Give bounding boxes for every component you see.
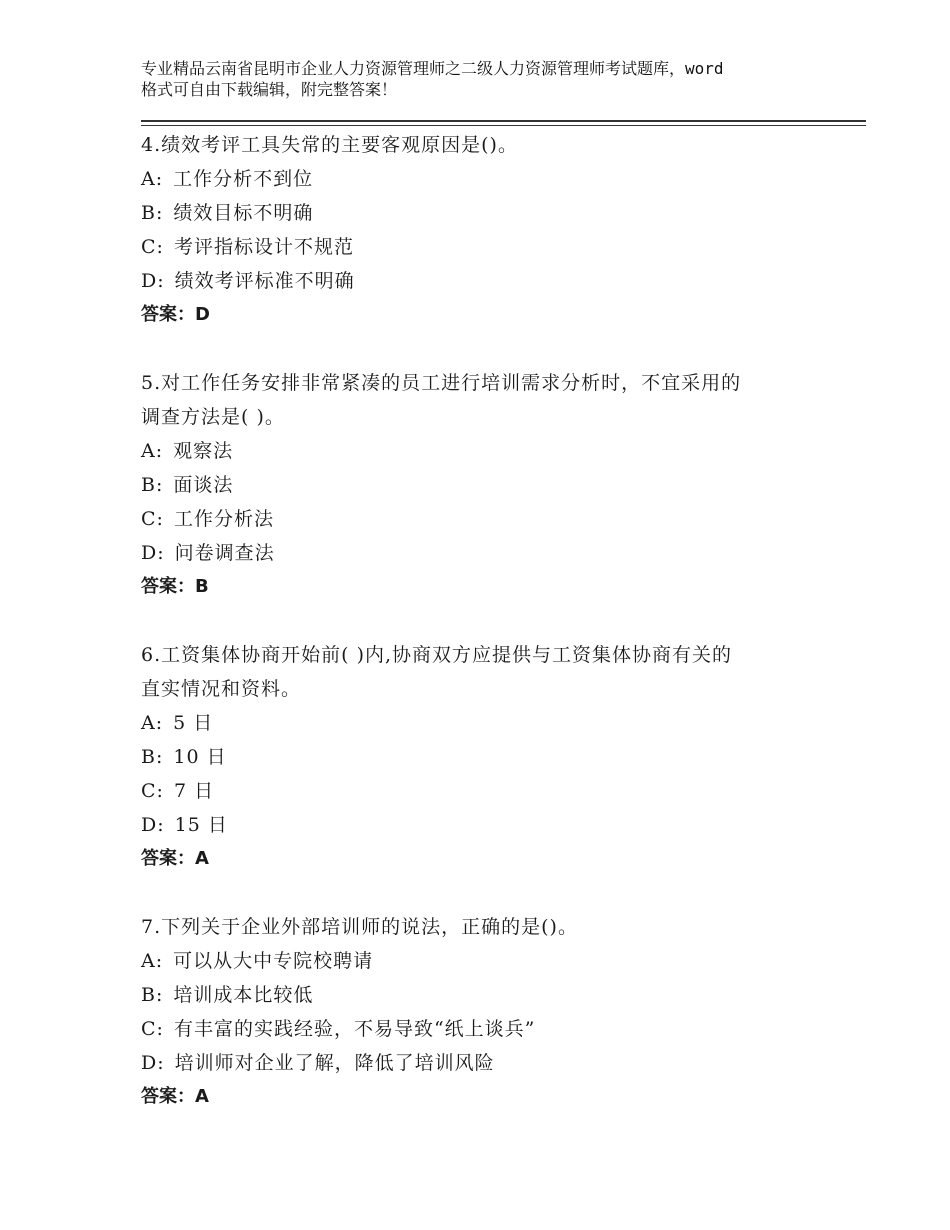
option-row: [141, 978, 861, 1012]
option-text: 面谈法: [173, 474, 234, 496]
option-text: 7 日: [173, 780, 215, 802]
option-text: 5 日: [173, 712, 214, 734]
option-key: D:: [141, 814, 165, 836]
option-text: 问卷调查法: [174, 542, 275, 564]
option-row: [141, 1046, 861, 1080]
answer-label: 答案：D: [141, 304, 210, 325]
option-text: 绩效考评标准不明确: [174, 270, 355, 292]
answer-label: 答案：A: [141, 1086, 209, 1107]
option-row: [141, 502, 861, 536]
question-block: [141, 910, 861, 1114]
header-divider-thin: [141, 125, 866, 126]
option-key: A:: [141, 712, 164, 734]
option-key: C:: [141, 236, 164, 258]
option-row: [141, 808, 861, 842]
option-text: 培训师对企业了解，降低了培训风险: [174, 1052, 495, 1074]
option-key: B:: [141, 746, 164, 768]
option-key: B:: [141, 984, 164, 1006]
option-key: A:: [141, 168, 164, 190]
option-key: B:: [141, 202, 164, 224]
header-line-2: 格式可自由下载编辑，附完整答案！: [141, 80, 398, 99]
question-block: [141, 128, 861, 332]
question-stem: 6.工资集体协商开始前( )内,协商双方应提供与工资集体协商有关的: [141, 644, 733, 666]
option-row: [141, 264, 861, 298]
option-text: 培训成本比较低: [173, 984, 314, 1006]
option-text: 工作分析不到位: [173, 168, 314, 190]
option-row: [141, 740, 861, 774]
answer-label: 答案：B: [141, 576, 209, 597]
question-stem: 5.对工作任务安排非常紧凑的员工进行培训需求分析时，不宜采用的: [141, 372, 742, 394]
answer-label: 答案：A: [141, 848, 209, 869]
option-row: [141, 774, 861, 808]
question-stem: 7.下列关于企业外部培训师的说法，正确的是()。: [141, 916, 578, 938]
header-divider-thick: [141, 120, 866, 122]
question-stem: 调查方法是( )。: [141, 406, 285, 428]
option-key: C:: [141, 1018, 164, 1040]
option-text: 15 日: [174, 814, 228, 836]
header-line-1: 专业精品云南省昆明市企业人力资源管理师之二级人力资源管理师考试题库，word: [141, 59, 724, 78]
option-text: 工作分析法: [173, 508, 274, 530]
option-row: [141, 162, 861, 196]
option-key: D:: [141, 270, 165, 292]
question-block: [141, 366, 861, 604]
option-row: [141, 434, 861, 468]
question-block: [141, 638, 861, 876]
option-row: [141, 468, 861, 502]
option-key: B:: [141, 474, 164, 496]
option-row: [141, 536, 861, 570]
option-key: C:: [141, 780, 164, 802]
option-row: [141, 944, 861, 978]
question-stem: 4.绩效考评工具失常的主要客观原因是()。: [141, 134, 518, 156]
option-row: [141, 230, 861, 264]
option-key: A:: [141, 440, 164, 462]
option-text: 10 日: [173, 746, 227, 768]
option-row: [141, 196, 861, 230]
question-stem: 直实情况和资料。: [141, 678, 302, 700]
option-text: 绩效目标不明确: [173, 202, 314, 224]
option-row: [141, 706, 861, 740]
option-key: D:: [141, 1052, 165, 1074]
option-key: C:: [141, 508, 164, 530]
option-key: D:: [141, 542, 165, 564]
option-text: 考评指标设计不规范: [173, 236, 354, 258]
option-text: 可以从大中专院校聘请: [173, 950, 374, 972]
question-list: [141, 128, 861, 1148]
option-text: 观察法: [173, 440, 234, 462]
option-key: A:: [141, 950, 164, 972]
document-header: [141, 58, 841, 100]
option-text: 有丰富的实践经验，不易导致“纸上谈兵”: [173, 1018, 536, 1040]
option-row: [141, 1012, 861, 1046]
